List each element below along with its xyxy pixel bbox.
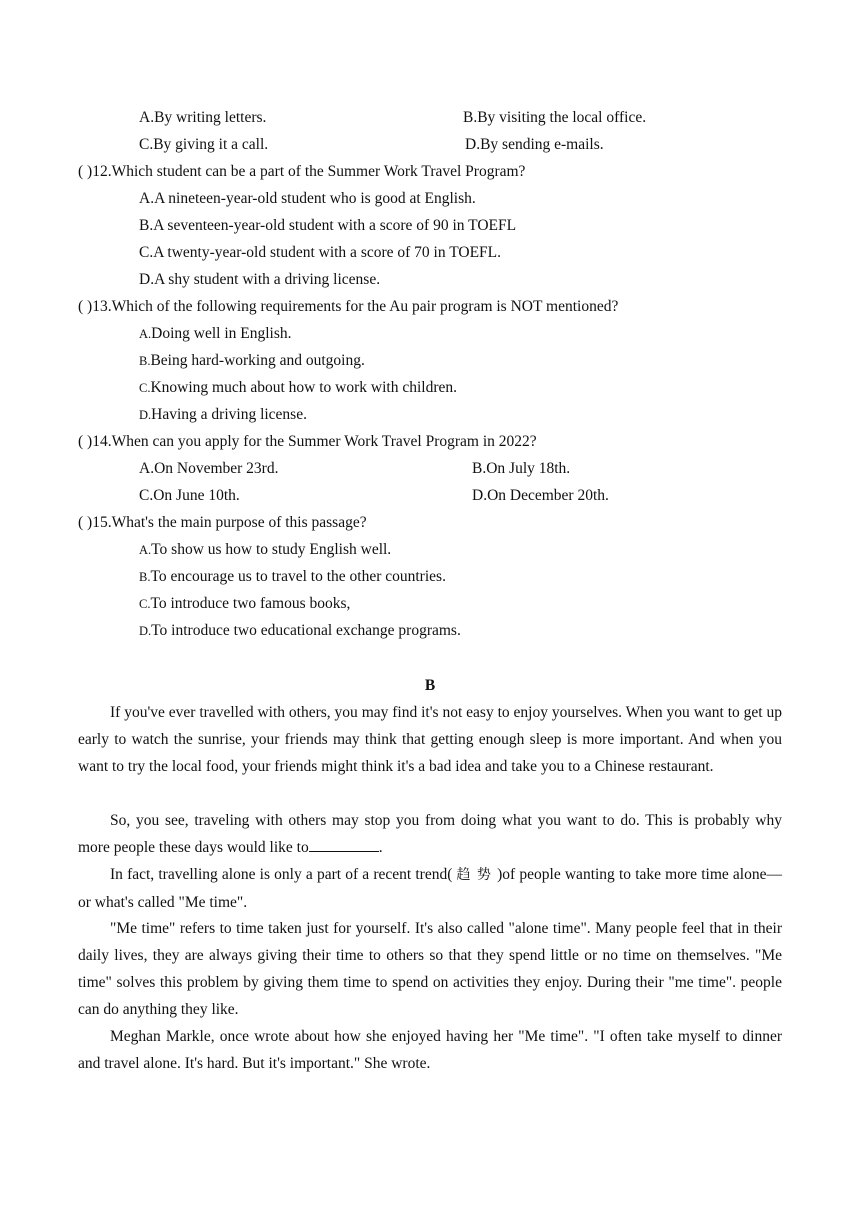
q12-stem: ( )12.Which student can be a part of the Summer Work Travel Program? [78, 163, 526, 180]
q15-option-c-letter: C. [139, 597, 151, 611]
passage-paragraph-4-text: "Me time" refers to time taken just for yourself. It's also called "alone time". Many people feel that in their daily lives, they are always giving their time to others so that they spend little or no time on themselves. "Me time" solves this problem by giving them time to spend on activities they enjoy. During their "me time". people can do anything they like. [78, 920, 782, 1018]
q14-option-c: C.On June 10th. [139, 487, 240, 504]
q11-option-d: D.By sending e-mails. [465, 136, 604, 153]
q14-option-b: B.On July 18th. [472, 460, 571, 477]
q13-option-a-text: Doing well in English. [151, 325, 292, 342]
q12-option-b: B.A seventeen-year-old student with a score of 90 in TOEFL [139, 217, 517, 234]
q15-option-b-letter: B. [139, 570, 151, 584]
q15-option-c [139, 594, 350, 614]
q13-option-b [139, 351, 365, 371]
q15-option-d-letter: D. [139, 624, 152, 638]
section-b-title: B [424, 677, 436, 694]
q12-option-c: C.A twenty-year-old student with a score of 70 in TOEFL. [139, 244, 502, 261]
q13-option-a [139, 324, 292, 344]
q13-option-c-text: Knowing much about how to work with children. [150, 379, 457, 396]
q13-option-d-letter: D. [139, 408, 152, 422]
q11-option-c: C.By giving it a call. [139, 136, 269, 153]
q15-option-d-text: To introduce two educational exchange programs. [151, 622, 461, 639]
passage-paragraph-2 [78, 807, 782, 861]
q11-option-a: A.By writing letters. [139, 109, 267, 126]
q15-option-b [139, 567, 446, 587]
passage-paragraph-5 [78, 1023, 782, 1077]
q13-stem: ( )13.Which of the following requirements for the Au pair program is NOT mentioned? [78, 298, 619, 315]
q13-option-d-text: Having a driving license. [151, 406, 307, 423]
q13-option-b-text: Being hard-working and outgoing. [150, 352, 365, 369]
q14-stem: ( )14.When can you apply for the Summer Work Travel Program in 2022? [78, 433, 537, 450]
passage-paragraph-4 [78, 915, 782, 1023]
chinese-gloss: 趋势 [456, 867, 498, 883]
q15-option-b-text: To encourage us to travel to the other countries. [150, 568, 446, 585]
q11-option-b: B.By visiting the local office. [463, 109, 647, 126]
passage-paragraph-1-text: If you've ever travelled with others, you may find it's not easy to enjoy yourselves. When you want to get up early to watch the sunrise, your friends may think that getting enough sleep is more important. And when you want to try the local food, your friends might think it's a bad idea and take you to a Chinese restaurant. [78, 704, 782, 775]
q14-option-d: D.On December 20th. [472, 487, 609, 504]
passage-paragraph-2-end: . [378, 839, 383, 856]
q15-option-a-text: To show us how to study English well. [151, 541, 392, 558]
answer-blank[interactable] [309, 836, 379, 852]
q13-option-c [139, 378, 457, 398]
q15-option-a-letter: A. [139, 543, 152, 557]
q13-option-c-letter: C. [139, 381, 151, 395]
passage-paragraph-3-text: In fact, travelling alone is only a part of a recent trend( [110, 866, 457, 883]
q12-option-d: D.A shy student with a driving license. [139, 271, 381, 288]
q15-option-c-text: To introduce two famous books, [150, 595, 351, 612]
passage-paragraph-1 [78, 699, 782, 780]
q12-option-a: A.A nineteen-year-old student who is good at English. [139, 190, 476, 207]
passage-paragraph-3-end: )of people wanting to take more time alone—or what's called "Me time". [78, 866, 782, 911]
q14-option-a: A.On November 23rd. [139, 460, 279, 477]
q13-option-a-letter: A. [139, 327, 152, 341]
q15-option-a [139, 540, 391, 560]
q13-option-d [139, 405, 307, 425]
q15-option-d [139, 621, 461, 641]
passage-paragraph-5-text: Meghan Markle, once wrote about how she enjoyed having her "Me time". "I often take myself to dinner and travel alone. It's hard. But it's important." She wrote. [78, 1028, 782, 1072]
q15-stem: ( )15.What's the main purpose of this passage? [78, 514, 367, 531]
passage-paragraph-3 [78, 861, 782, 916]
q13-option-b-letter: B. [139, 354, 151, 368]
passage-paragraph-2-text: So, you see, traveling with others may stop you from doing what you want to do. This is probably why more people these days would like to [78, 812, 782, 856]
